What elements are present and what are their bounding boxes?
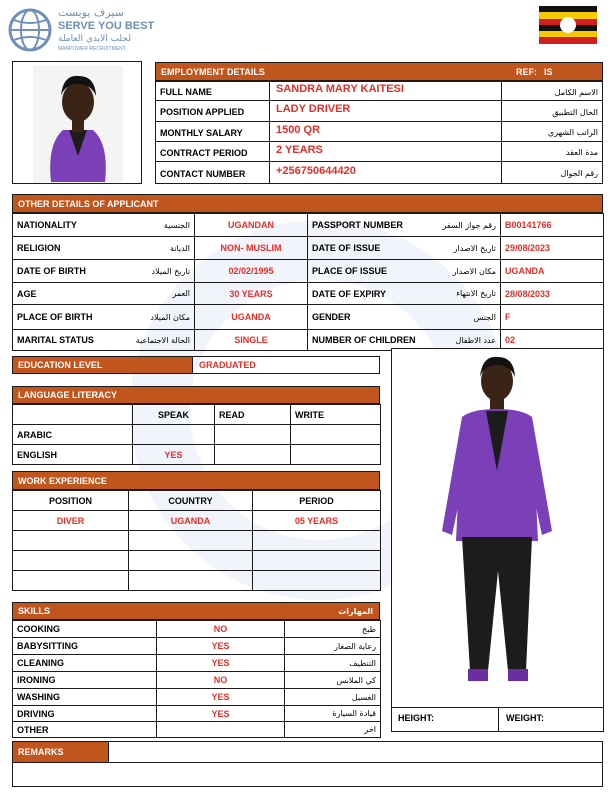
other-right-value: F: [501, 305, 604, 330]
skill-name: IRONING: [13, 672, 157, 689]
work-period: [253, 571, 381, 591]
full-body-photo: [422, 351, 572, 703]
other-right-value: UGANDA: [501, 260, 604, 283]
other-details-row: [13, 214, 604, 237]
other-right-ar: رقم جواز السفر: [426, 214, 501, 237]
language-read: [215, 445, 291, 465]
other-left-value: NON- MUSLIM: [195, 237, 308, 260]
language-col-read: READ: [215, 405, 291, 425]
height-label: HEIGHT:: [398, 713, 434, 723]
work-col-period: PERIOD: [253, 491, 381, 511]
agency-sub-ar: لجلب الايدي العاملة: [58, 34, 131, 44]
language-col-speak: SPEAK: [133, 405, 215, 425]
other-left-value: 02/02/1995: [195, 260, 308, 283]
work-country: [129, 531, 253, 551]
employment-row-ar: الاسم الكامل: [554, 87, 598, 97]
other-right-ar: تاريخ الاصدار: [426, 237, 501, 260]
other-right-label: GENDER: [308, 305, 426, 330]
other-right-label: NUMBER OF CHILDREN: [308, 330, 426, 351]
other-left-ar: الجنسية: [115, 214, 195, 237]
employment-row-value: LADY DRIVER: [276, 103, 351, 115]
other-left-value: SINGLE: [195, 330, 308, 351]
skill-name: OTHER: [13, 722, 157, 738]
agency-logo: [8, 6, 168, 58]
employment-row-value: 2 YEARS: [276, 143, 323, 156]
skill-value: YES: [157, 655, 285, 672]
employment-row: [155, 100, 603, 122]
other-right-ar: عدد الاطفال: [426, 330, 501, 351]
employment-row-ar: الحال التطبيق: [552, 107, 598, 117]
language-row: [13, 445, 381, 465]
work-position: [13, 551, 129, 571]
other-details-table: [12, 213, 603, 350]
skills-header-label: SKILLS: [18, 606, 51, 616]
agency-name-en: SERVE YOU BEST: [58, 20, 155, 32]
remarks-value: [12, 762, 603, 787]
work-position: DIVER: [13, 511, 129, 531]
employment-row-ar: الراتب الشهري: [547, 128, 598, 137]
other-right-value: B00141766: [501, 214, 604, 237]
work-position: [13, 531, 129, 551]
other-left-value: UGANDAN: [195, 214, 308, 237]
other-left-ar: مكان الميلاد: [115, 305, 195, 330]
employment-row-label: FULL NAME: [160, 87, 212, 97]
skill-name: COOKING: [13, 621, 157, 638]
other-right-ar: تاريخ الانتهاء: [426, 283, 501, 305]
language-table: [12, 404, 380, 464]
other-details-row: [13, 260, 604, 283]
other-right-label: PLACE OF ISSUE: [308, 260, 426, 283]
skills-header-ar: المهارات: [338, 606, 373, 616]
skill-row: [13, 655, 381, 672]
uganda-flag: [539, 6, 597, 44]
other-left-label: DATE OF BIRTH: [13, 260, 115, 283]
language-row: [13, 425, 381, 445]
work-period: [253, 551, 381, 571]
work-country: [129, 551, 253, 571]
skill-value: YES: [157, 706, 285, 722]
language-write: [291, 445, 381, 465]
other-left-label: AGE: [13, 283, 115, 305]
skill-value: NO: [157, 672, 285, 689]
skill-ar: قيادة السيارة: [285, 706, 381, 722]
skill-row: [13, 621, 381, 638]
skills-header: [12, 602, 380, 620]
other-left-ar: الديانة: [115, 237, 195, 260]
employment-row-value: +256750644420: [276, 164, 356, 177]
skill-name: BABYSITTING: [13, 638, 157, 655]
education-level-label: EDUCATION LEVEL: [12, 356, 193, 374]
skill-name: CLEANING: [13, 655, 157, 672]
skill-row: [13, 722, 381, 738]
weight-label: WEIGHT:: [506, 713, 544, 723]
photo-portrait-frame: [12, 61, 142, 184]
skill-name: WASHING: [13, 689, 157, 706]
work-row: [13, 551, 381, 571]
employment-header-label: EMPLOYMENT DETAILS: [161, 66, 265, 77]
skill-ar: اخر: [285, 722, 381, 738]
employment-row-ar: رقم الجوال: [560, 169, 598, 178]
other-left-ar: الحالة الاجتماعية: [115, 330, 195, 351]
other-left-label: PLACE OF BIRTH: [13, 305, 115, 330]
work-period: [253, 531, 381, 551]
other-right-label: DATE OF ISSUE: [308, 237, 426, 260]
other-left-label: MARITAL STATUS: [13, 330, 115, 351]
skills-table: [12, 620, 380, 737]
employment-table: [155, 81, 603, 184]
agency-sub-en: MANPOWER RECRUITMENT: [58, 46, 126, 52]
language-header: LANGUAGE LITERACY: [12, 386, 380, 404]
work-position: [13, 571, 129, 591]
skill-row: [13, 638, 381, 655]
globe-logo-icon: [8, 8, 52, 52]
language-write: [291, 425, 381, 445]
ref-value: IS: [544, 66, 553, 77]
skill-row: [13, 672, 381, 689]
employment-row: [155, 121, 603, 142]
other-right-ar: الجنس: [426, 305, 501, 330]
employment-row: [155, 161, 603, 184]
employment-row-ar: مدة العقد: [566, 148, 598, 157]
agency-name-ar: سيرف يوبست: [58, 6, 124, 19]
skill-row: [13, 689, 381, 706]
skill-value: YES: [157, 689, 285, 706]
work-row: [13, 531, 381, 551]
other-right-value: 28/08/2033: [501, 283, 604, 305]
skill-ar: التنظيف: [285, 655, 381, 672]
employment-row-value: 1500 QR: [276, 123, 321, 136]
other-left-value: 30 YEARS: [195, 283, 308, 305]
other-details-row: [13, 237, 604, 260]
other-left-ar: العمر: [115, 283, 195, 305]
other-details-row: [13, 283, 604, 305]
other-right-value: 02: [501, 330, 604, 351]
education-level-value: GRADUATED: [192, 356, 380, 374]
work-col-position: POSITION: [13, 491, 129, 511]
skill-value: [157, 722, 285, 738]
other-right-label: PASSPORT NUMBER: [308, 214, 426, 237]
skill-ar: طبخ: [285, 621, 381, 638]
ref-label: REF:: [516, 66, 537, 77]
skill-ar: كي الملابس: [285, 672, 381, 689]
skill-ar: الغسيل: [285, 689, 381, 706]
employment-row-label: CONTACT NUMBER: [160, 168, 246, 179]
language-col-write: WRITE: [291, 405, 381, 425]
skill-value: NO: [157, 621, 285, 638]
skill-name: DRIVING: [13, 706, 157, 722]
employment-row-label: MONTHLY SALARY: [160, 127, 243, 138]
employment-row: [155, 81, 603, 101]
other-left-label: RELIGION: [13, 237, 115, 260]
work-row: [13, 511, 381, 531]
other-details-row: [13, 305, 604, 330]
other-left-ar: تاريخ الميلاد: [115, 260, 195, 283]
work-period: 05 YEARS: [253, 511, 381, 531]
language-name: ENGLISH: [13, 445, 133, 465]
other-left-value: UGANDA: [195, 305, 308, 330]
skill-value: YES: [157, 638, 285, 655]
other-details-header-label: OTHER DETAILS OF APPLICANT: [18, 198, 159, 209]
work-col-country: COUNTRY: [129, 491, 253, 511]
work-experience-table: [12, 490, 380, 590]
employment-row-value: SANDRA MARY KAITESI: [276, 83, 404, 95]
language-speak: [133, 425, 215, 445]
remarks-label: REMARKS: [12, 741, 109, 763]
work-country: UGANDA: [129, 511, 253, 531]
remarks-line: [108, 741, 603, 763]
skill-row: [13, 706, 381, 722]
other-right-value: 29/08/2023: [501, 237, 604, 260]
full-body-photo-frame: [391, 348, 604, 732]
other-right-label: DATE OF EXPIRY: [308, 283, 426, 305]
language-speak: YES: [133, 445, 215, 465]
employment-row-label: CONTRACT PERIOD: [160, 147, 248, 158]
skill-ar: رعاية الصغار: [285, 638, 381, 655]
portrait-photo: [33, 66, 123, 182]
employment-row: [155, 141, 603, 162]
language-read: [215, 425, 291, 445]
flag-crane-emblem: [560, 17, 576, 33]
other-details-header: [12, 194, 603, 213]
other-right-ar: مكان الاصدار: [426, 260, 501, 283]
work-experience-header: WORK EXPERIENCE: [12, 471, 380, 490]
employment-row-label: POSITION APPLIED: [160, 107, 245, 117]
work-country: [129, 571, 253, 591]
other-left-label: NATIONALITY: [13, 214, 115, 237]
language-name: ARABIC: [13, 425, 133, 445]
work-row: [13, 571, 381, 591]
